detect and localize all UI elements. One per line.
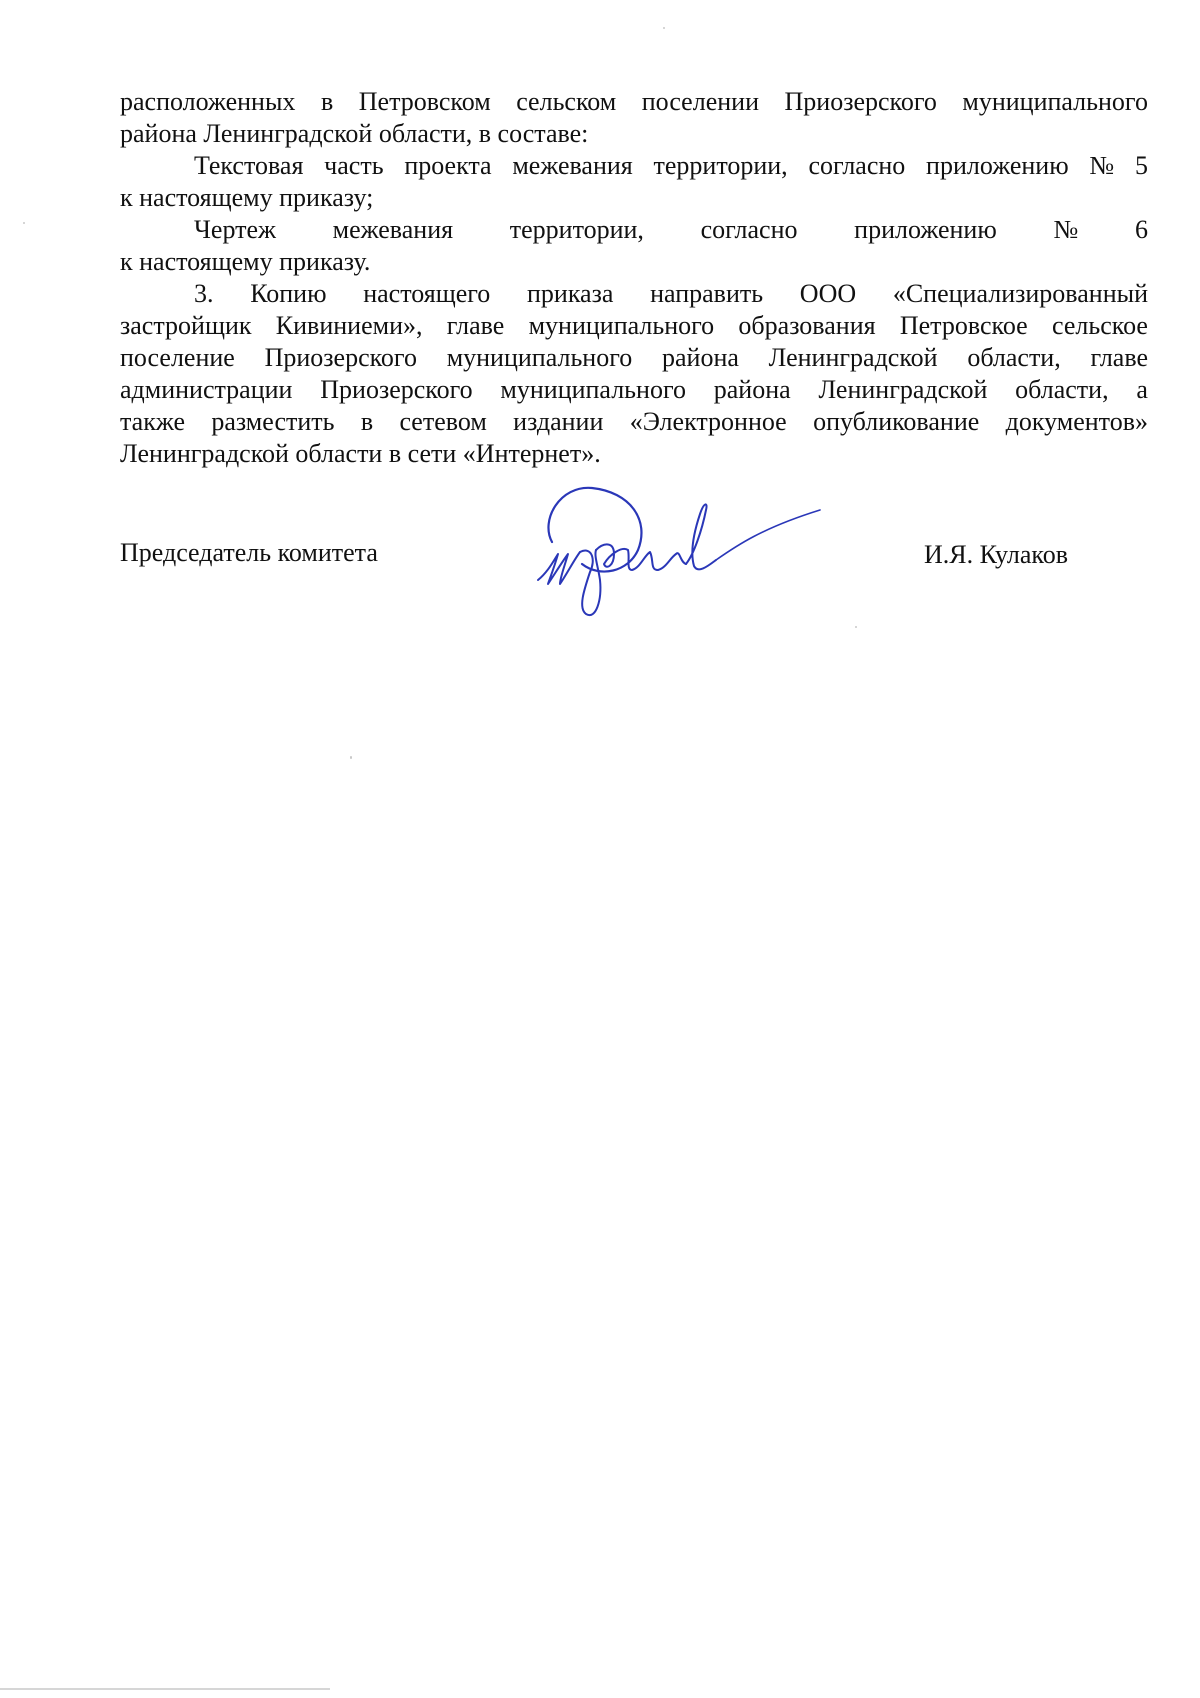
scan-speck <box>663 27 665 29</box>
word: Петровском <box>358 87 491 116</box>
word: образования <box>738 311 876 340</box>
item3-line-6: Ленинградской области в сети «Интернет». <box>120 439 601 468</box>
word: 6 <box>1134 215 1148 244</box>
word: Копию <box>250 279 327 308</box>
word: проекта <box>404 151 492 180</box>
word: Ленинградской <box>818 375 988 404</box>
word: приложению <box>926 151 1069 180</box>
word: района <box>713 375 791 404</box>
word: главе <box>1090 343 1148 372</box>
word: межевания <box>512 151 633 180</box>
word: Приозерского <box>264 343 417 372</box>
word: 5 <box>1134 151 1148 180</box>
drawing-line-2: к настоящему приказу. <box>120 247 371 276</box>
word: области, <box>967 343 1061 372</box>
item3-line-2 <box>120 310 1148 342</box>
word: территории, <box>509 215 644 244</box>
word: муниципального <box>500 375 686 404</box>
item3-line-1 <box>120 278 1148 310</box>
word: часть <box>324 151 384 180</box>
word: «Специализированный <box>892 279 1148 308</box>
word: № <box>1089 151 1115 180</box>
item3-line-3 <box>120 342 1148 374</box>
word: муниципального <box>446 343 633 372</box>
word: застройщик <box>120 311 252 340</box>
word: территории, <box>653 151 788 180</box>
word: настоящего <box>363 279 491 308</box>
word: приказа <box>526 279 614 308</box>
word: Петровское <box>899 311 1028 340</box>
word: а <box>1136 375 1148 404</box>
drawing-line-1 <box>120 214 1148 246</box>
signer-name: И.Я. Кулаков <box>924 540 1068 569</box>
word: также <box>120 407 186 436</box>
word: главе <box>446 311 505 340</box>
word: Приозерского <box>784 87 937 116</box>
intro-line-1 <box>120 86 1148 118</box>
word: в <box>360 407 374 436</box>
word: администрации <box>120 375 293 404</box>
word: «Электронное <box>629 407 787 436</box>
word: ООО <box>799 279 857 308</box>
word: Текстовая <box>194 151 304 180</box>
word: издании <box>513 407 604 436</box>
word: документов» <box>1005 407 1148 436</box>
word: № <box>1053 215 1079 244</box>
word: сетевом <box>399 407 487 436</box>
word: сельском <box>516 87 617 116</box>
word: Чертеж <box>194 215 276 244</box>
word: поселении <box>641 87 759 116</box>
word: приложению <box>854 215 997 244</box>
word: Ленинградской <box>768 343 938 372</box>
word: согласно <box>700 215 798 244</box>
item3-line-4 <box>120 374 1148 406</box>
signer-position-title: Председатель комитета <box>120 538 378 567</box>
word: разместить <box>211 407 335 436</box>
scan-speck <box>855 626 857 628</box>
text-part-line-2: к настоящему приказу; <box>120 183 374 212</box>
word: муниципального <box>528 311 715 340</box>
scan-speck <box>350 756 352 759</box>
text-part-line-1 <box>120 150 1148 182</box>
word: Приозерского <box>320 375 473 404</box>
scan-speck <box>23 222 25 224</box>
word: поселение <box>120 343 235 372</box>
word: Кивиниеми», <box>275 311 423 340</box>
word: области, <box>1015 375 1109 404</box>
document-body <box>120 86 1148 470</box>
intro-line-2: района Ленинградской области, в составе: <box>120 119 589 148</box>
word: в <box>320 87 334 116</box>
word: расположенных <box>120 87 296 116</box>
word: межевания <box>332 215 454 244</box>
scan-edge-line <box>0 1688 330 1690</box>
item3-line-5 <box>120 406 1148 438</box>
word: района <box>661 343 739 372</box>
word: 3. <box>194 279 214 308</box>
signature-row <box>120 537 1148 577</box>
word: муниципального <box>962 87 1148 116</box>
word: сельское <box>1051 311 1148 340</box>
word: направить <box>650 279 764 308</box>
word: согласно <box>808 151 906 180</box>
word: опубликование <box>813 407 980 436</box>
